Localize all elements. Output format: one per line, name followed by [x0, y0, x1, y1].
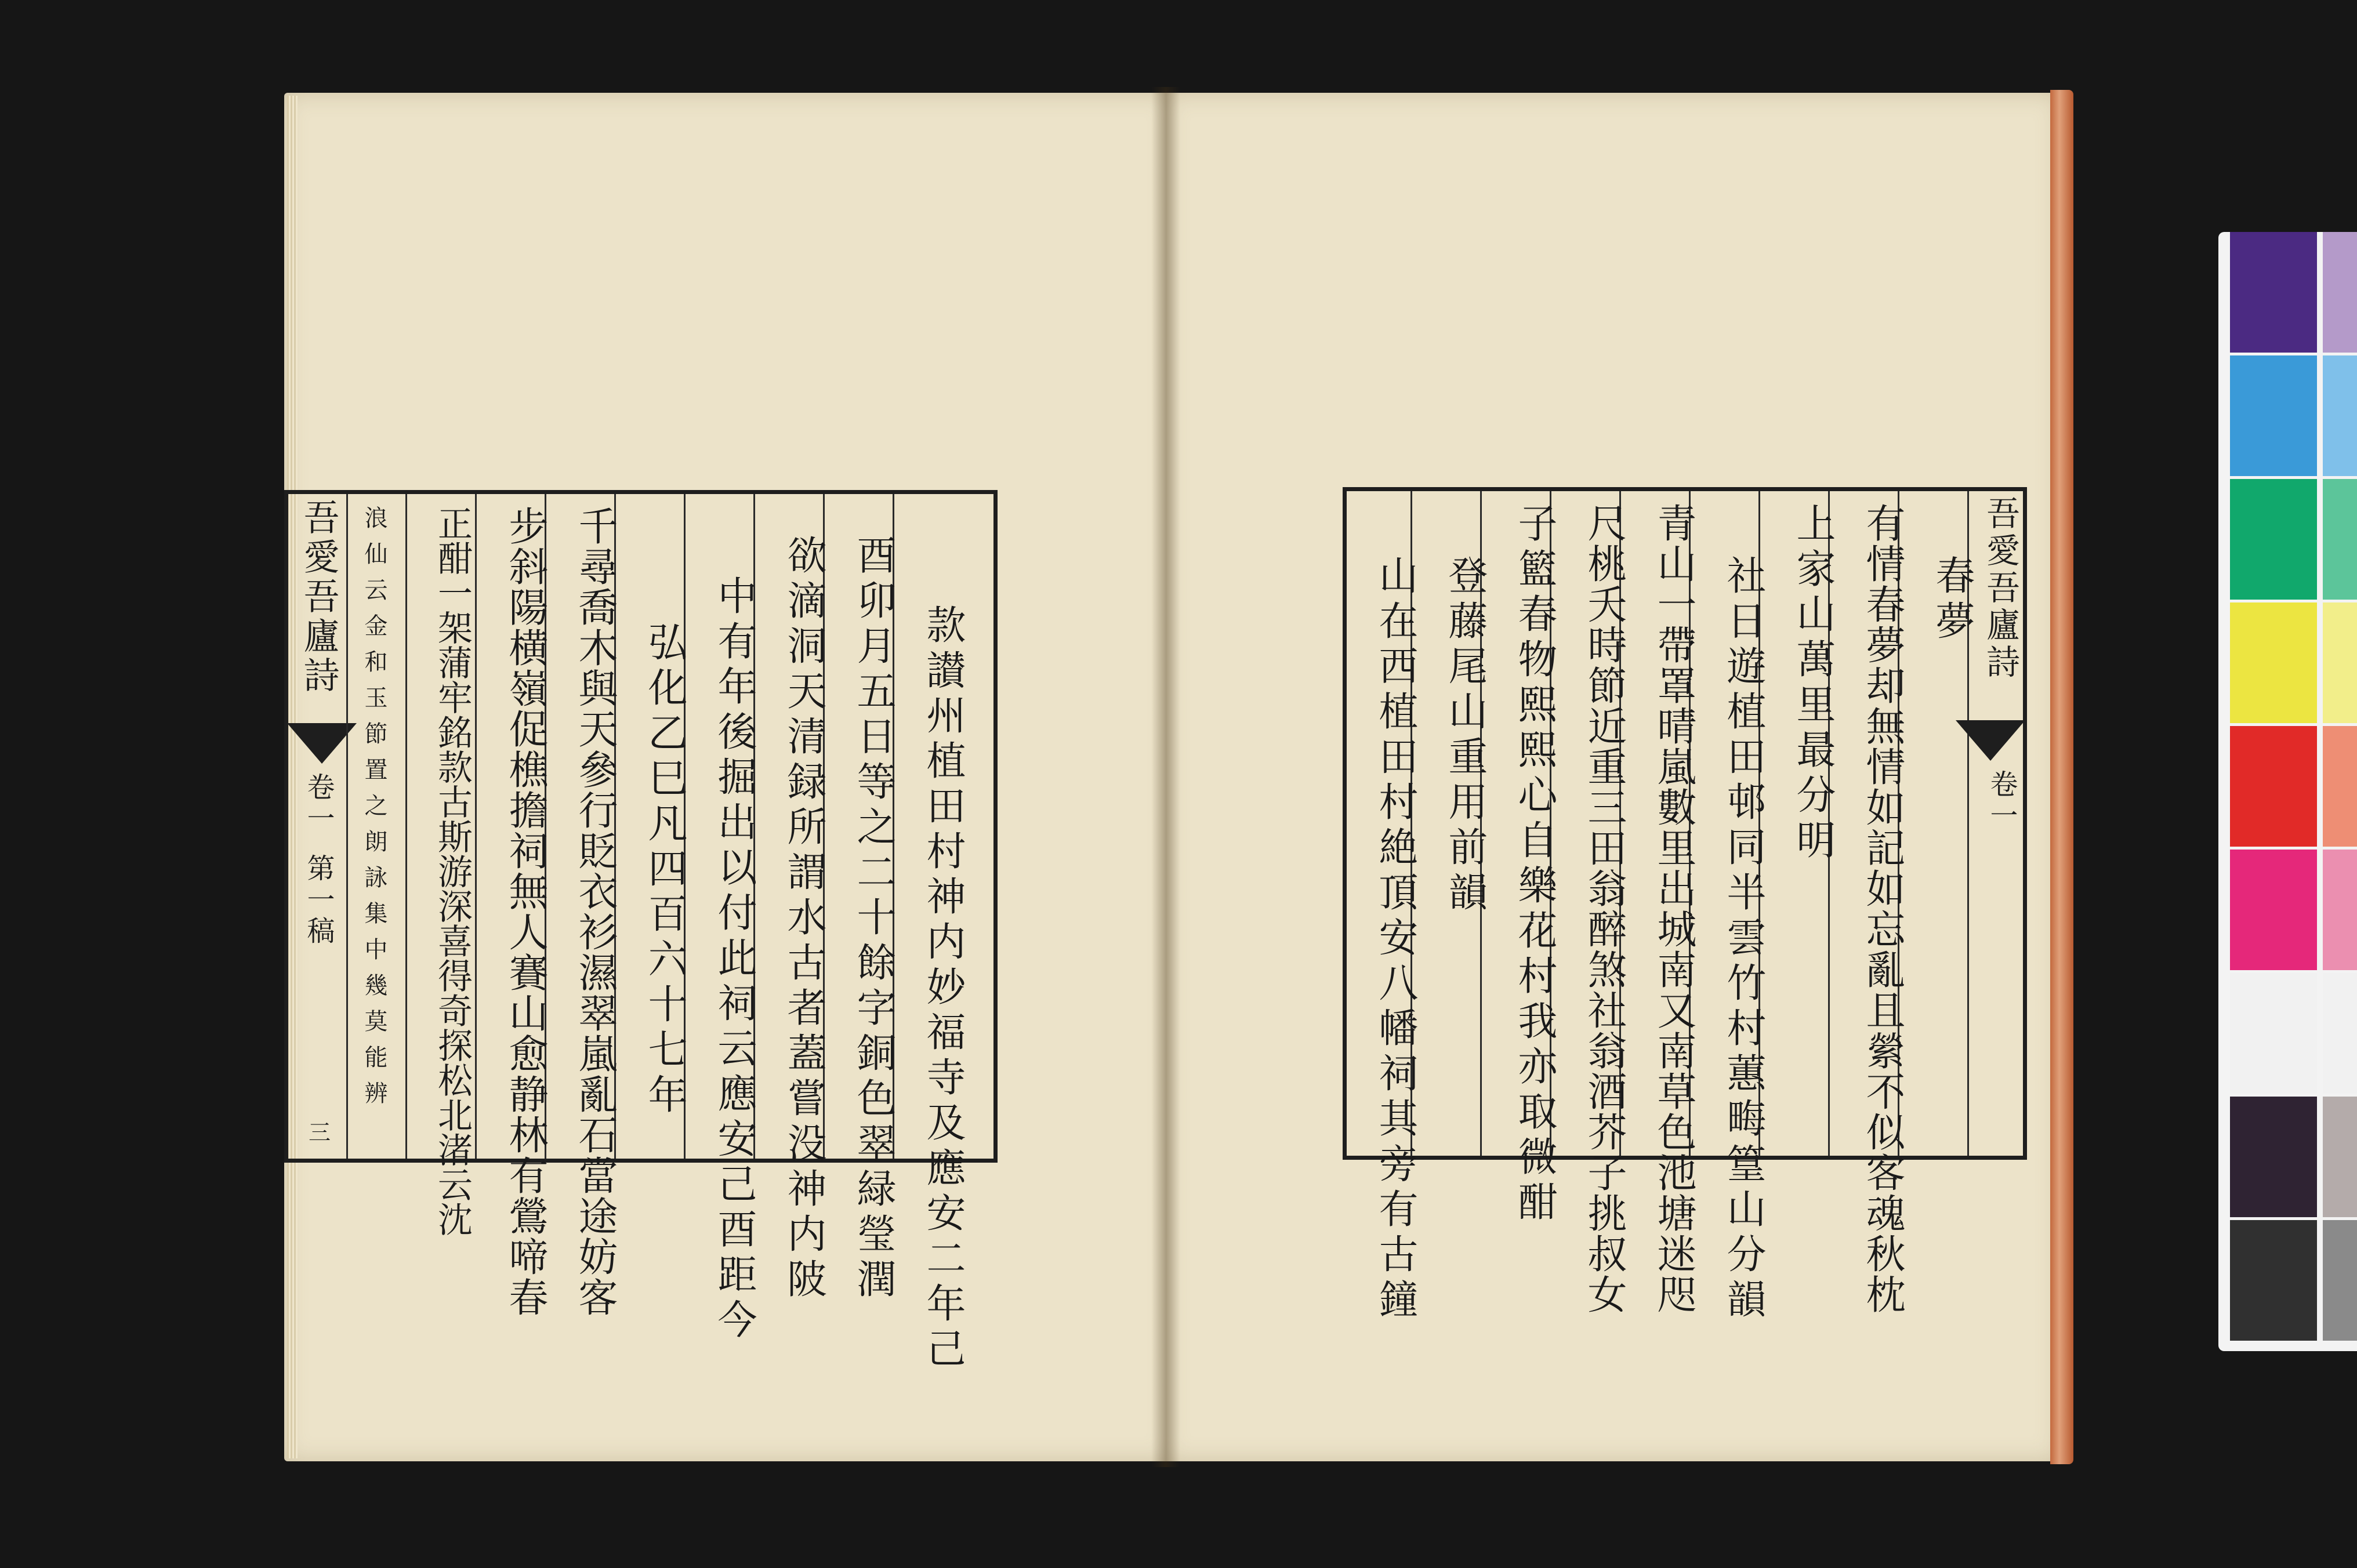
text-column: 酉卯月五日等之二十餘字銅色翠緑瑩潤 [850, 535, 896, 1304]
text-column: 山在西植田村絶頂安八幡祠其旁有古鐘 [1372, 555, 1418, 1324]
text-column: 千尋喬木與天參行貶衣衫濕翠嵐亂石當途妨客 [572, 506, 618, 1317]
color-patch [2230, 602, 2357, 723]
text-column: 上家山萬里最分明 [1790, 503, 1836, 865]
text-column: 正酣一架蒲牢銘款古斯游深喜得奇探松北渚云沈 [432, 506, 473, 1236]
color-patch [2230, 850, 2357, 970]
color-patch [2230, 355, 2357, 476]
right-gutter-title: 吾愛吾廬詩 [1981, 496, 2020, 681]
annotation-column: 浪仙云金和玉節置之朗詠集中幾莫能辨 [361, 506, 387, 1117]
column-rule [405, 494, 407, 1159]
left-page-number: 三 [309, 1120, 331, 1145]
text-column: 弘化乙巳凡四百六十七年 [641, 622, 687, 1119]
text-column: 款讃州植田村神内妙福寺及應安二年己 [920, 604, 966, 1373]
poem-title: 春夢 [1929, 555, 1975, 645]
right-fish-tail [1956, 720, 2025, 761]
text-column: 子籃春物熙熙心自樂花村我亦取微酣 [1511, 503, 1557, 1226]
text-column: 有情春夢却無情如記如忘亂且縈不似客魂秋枕 [1859, 503, 1905, 1315]
left-text-frame [284, 490, 998, 1373]
left-gutter-section: 第一稿 [302, 854, 335, 948]
text-column: 中有年後掘出以付此祠云應安己酉距今 [711, 575, 757, 1344]
text-column: 尺桃夭時節近重三田翁醉煞社翁酒芥子挑叔女 [1581, 503, 1627, 1315]
text-column: 欲滴洞天清録所謂水古者蓋嘗没神内陂 [781, 535, 826, 1304]
right-text-frame [1343, 487, 2027, 1324]
column-rule [346, 494, 348, 1159]
right-gutter-volume: 卷一 [1985, 770, 2018, 832]
left-gutter-volume: 卷一 [302, 772, 335, 835]
left-gutter-title: 吾愛吾廬詩 [298, 499, 340, 696]
color-patch [2230, 1097, 2357, 1217]
text-column: 步斜陽横嶺促樵擔祠無人賽山愈静林有鶯啼春 [502, 506, 548, 1317]
color-patch [2230, 726, 2357, 847]
color-patch [2230, 973, 2357, 1094]
text-column: 青山一帶罩晴嵐數里出城南又南草色池塘迷咫 [1651, 503, 1696, 1315]
book-cover-edge [2050, 90, 2073, 1464]
poem-title: 社日遊植田邨同半雲竹村蕙畮篁山分韻 [1720, 555, 1766, 1324]
color-patch [2230, 232, 2357, 353]
poem-title: 登藤尾山重用前韻 [1442, 555, 1488, 917]
color-calibration-chart [2218, 232, 2357, 1351]
color-patch [2230, 1220, 2357, 1341]
book-gutter [1151, 87, 1180, 1467]
color-patch [2230, 479, 2357, 600]
